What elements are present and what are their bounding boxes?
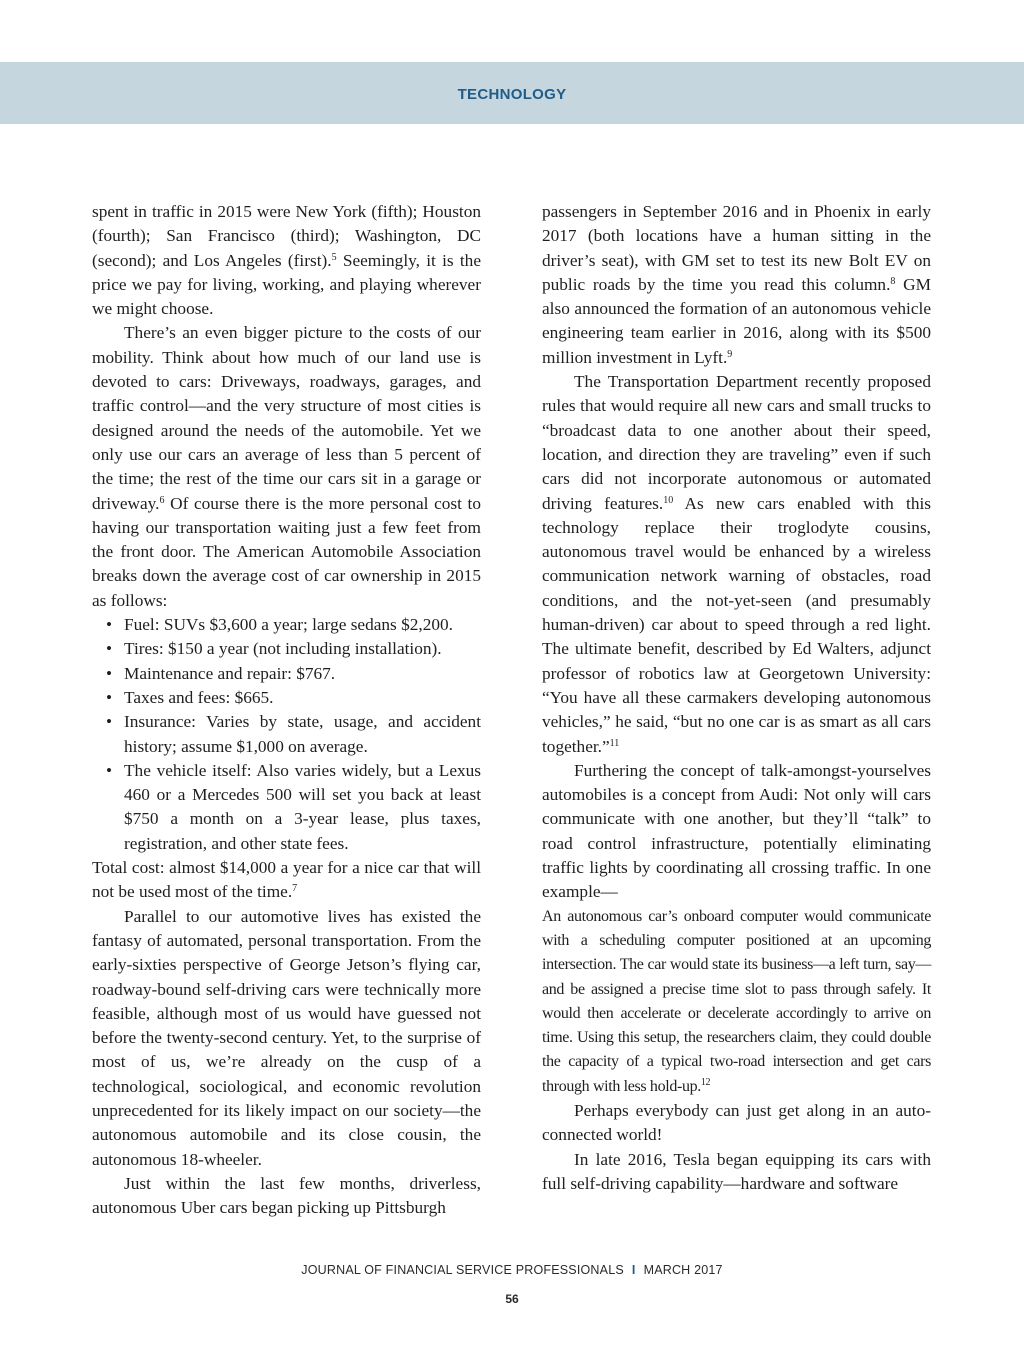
section-label: TECHNOLOGY [457,86,567,103]
page-number: 56 [505,1292,519,1306]
left-column [92,200,481,1220]
journal-name: JOURNAL OF FINANCIAL SERVICE PROFESSIONALS [301,1263,624,1277]
cost-list [92,613,481,856]
paragraph: spent in traffic in 2015 were New York (fifth); Houston (fourth); San Francisco (third); Washington, DC (second); and Los Angeles (first).$^5$ Seemingly, it is the price we pay for living, working, and playing wherever we might choose. [92,202,481,319]
footnote-ref: 8 [890,275,896,287]
footnote-ref: 6 [159,494,165,506]
block-quote: An autonomous car’s onboard computer would communicate with a scheduling computer positioned at an upcoming intersection. The car would state its business—a left turn, say—and be assigned a precise time slot to pass through safely. It would then accelerate or decelerate accordingly to arrive on time. Using this setup, the researchers claim, they could double the capacity of a typical two-road intersection and get cars through with less hold-up.$^{12}$ [542,907,931,1095]
footnote-ref: 10 [663,494,674,506]
paragraph: In late 2016, Tesla began equipping its cars with full self-driving capability—hardware and software [542,1149,931,1193]
paragraph: passengers in September 2016 and in Phoenix in early 2017 (both locations have a human sitting in the driver’s seat), with GM set to test its new Bolt EV on public roads by the time you read this column.$^8$ GM also announced the formation of an autonomous vehicle engineering team earlier in 2016, along with its $500 million investment in Lyft.$^9$ [542,202,931,367]
footnote-ref: 12 [700,1076,711,1088]
right-column [542,200,931,1196]
footnote-ref: 5 [331,251,337,263]
footer [0,1262,1024,1278]
paragraph: Perhaps everybody can just get along in an auto-connected world! [542,1100,931,1145]
paragraph: Parallel to our automotive lives has existed the fantasy of automated, personal transportation. From the early-sixties perspective of George Jetson’s flying car, roadway-bound self-driving cars were technically more feasible, although most of us would have guessed not before the twenty-second century. Yet, to the surprise of most of us, we’re already on the cusp of a technological, sociological, and economic revolution unprecedented for its likely impact on our society—the autonomous automobile and its close cousin, the autonomous 18-wheeler. [92,906,481,1169]
footnote-ref: 9 [727,348,733,360]
paragraph: Total cost: almost $14,000 a year for a nice car that will not be used most of the time.$^7$ [92,858,481,902]
paragraph: Furthering the concept of talk-amongst-yourselves automobiles is a concept from Audi: Not only will cars communicate with one another, but they’ll “talk” to road control infrastructure, potentially eliminating traffic lights by coordinating all crossing traffic. In one example— [542,760,931,902]
list-item: • Fuel: SUVs $3,600 a year; large sedans $2,200. [124,613,481,637]
paragraph: There’s an even bigger picture to the costs of our mobility. Think about how much of our land use is devoted to cars: Driveways, roadways, garages, and traffic control—and the very structure of most cities is designed around the needs of the automobile. Yet we only use our cars an average of less than 5 percent of the time; the rest of the time our cars sit in a garage or driveway.$^6$ Of course there is the more personal cost to having our transportation waiting just a few feet from the front door. The American Automobile Association breaks down the average cost of car ownership in 2015 as follows: [92,323,481,610]
list-item: • Taxes and fees: $665. [124,686,481,710]
list-item: • Tires: $150 a year (not including installation). [124,637,481,661]
list-item: • The vehicle itself: Also varies widely, but a Lexus 460 or a Mercedes 500 will set you back at least $750 a month on a 3-year lease, plus taxes, registration, and other state fees. [124,759,481,856]
footer-separator: I [631,1263,636,1277]
list-item: • Maintenance and repair: $767. [124,662,481,686]
paragraph: The Transportation Department recently proposed rules that would require all new cars and small trucks to “broadcast data to one another about their speed, location, and direction they are traveling” even if such cars did not incorporate autonomous or automated driving features.$^{10}$ As new cars enabled with this technology replace their troglodyte cousins, autonomous travel would be enhanced by a wireless communication network warning of obstacles, road conditions, and the not-yet-seen (and presumably human-driven) car about to speed through a red light. The ultimate benefit, described by Ed Walters, adjunct professor of robotics law at Georgetown University: “You have all these carmakers developing autonomous vehicles,” he said, “but no one car is as smart as all cars together.”$^{11}$ [542,372,931,756]
footnote-ref: 7 [292,883,298,895]
footnote-ref: 11 [609,737,620,749]
list-item: • Insurance: Varies by state, usage, and accident history; assume $1,000 on average. [124,710,481,759]
paragraph: Just within the last few months, driverless, autonomous Uber cars began picking up Pittsburgh [92,1173,481,1218]
issue-date: MARCH 2017 [643,1263,723,1277]
